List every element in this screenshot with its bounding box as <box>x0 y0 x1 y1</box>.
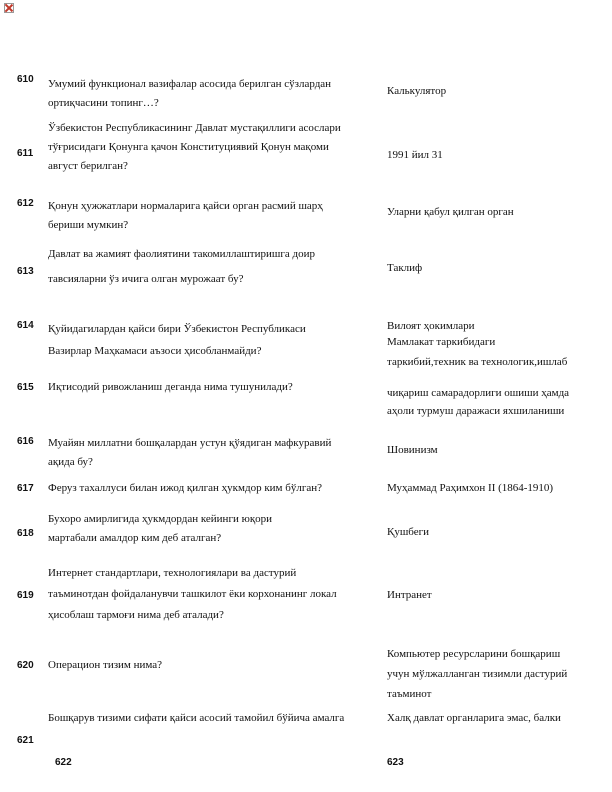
answer-text <box>387 647 567 701</box>
question-line: таъминотдан фойдаланувчи ташкилот ёки корхонанинг локал <box>48 588 337 600</box>
answer-line: Уларни қабул қилган орган <box>387 206 514 218</box>
question-number: 619 <box>17 590 34 601</box>
answer-text <box>387 261 422 275</box>
answer-line: Калькулятор <box>387 85 447 97</box>
answer-line: таъминот <box>387 688 432 700</box>
question-number: 611 <box>17 148 34 159</box>
answer-line: Халқ давлат органларига эмас, балки <box>387 712 561 724</box>
answer-line: Вилоят ҳокимлари <box>387 320 475 332</box>
answer-text <box>387 443 438 457</box>
answer-text <box>387 386 569 418</box>
question-text <box>48 247 315 286</box>
question-text <box>48 77 331 110</box>
question-line: Вазирлар Маҳкамаси аъзоси ҳисобланмайди? <box>48 345 262 357</box>
question-line: Интернет стандартлари, технологиялари ва дастурий <box>48 567 297 579</box>
answer-line: Қушбеги <box>387 526 430 538</box>
answer-text <box>387 319 567 369</box>
question-text <box>48 658 162 672</box>
question-line: Бухоро амирлигида ҳукмдордан кейинги юқори <box>48 513 273 525</box>
question-line: Умумий функционал вазифалар асосида берилган сўзлардан <box>48 78 332 90</box>
question-number: 617 <box>17 483 34 494</box>
question-text <box>48 481 322 495</box>
answer-text <box>387 481 553 495</box>
question-line: ортиқчасини топинг…? <box>48 97 159 109</box>
question-line: тавсияларни ўз ичига олган мурожаат бу? <box>48 273 244 285</box>
question-line: мартабали амалдор ким деб аталган? <box>48 532 222 544</box>
question-line: ақида бу? <box>48 456 93 468</box>
answer-text <box>387 84 446 98</box>
question-line: Феруз тахаллуси билан ижод қилган ҳукмдор ким бўлган? <box>48 482 323 494</box>
answer-text <box>387 205 514 219</box>
page-number-left: 622 <box>55 757 72 768</box>
question-line: Иқтисодий ривожланиш деганда нима тушунилади? <box>48 381 293 393</box>
question-text <box>48 380 293 394</box>
question-text <box>48 322 306 358</box>
question-text <box>48 436 331 469</box>
question-number: 620 <box>17 660 34 671</box>
broken-image-icon <box>4 3 14 13</box>
question-number: 613 <box>17 266 34 277</box>
question-line: Ўзбекистон Республикасининг Давлат мустақиллиги асослари <box>48 122 341 134</box>
question-number: 614 <box>17 320 34 331</box>
question-number: 615 <box>17 382 34 393</box>
question-number: 621 <box>17 735 34 746</box>
question-number: 616 <box>17 436 34 447</box>
answer-text <box>387 525 429 539</box>
question-line: Операцион тизим нима? <box>48 659 163 671</box>
answer-line: Компьютер ресурсларини бошқариш <box>387 648 561 660</box>
question-number: 618 <box>17 528 34 539</box>
answer-line: чиқариш самарадорлиги ошиши ҳамда <box>387 387 570 399</box>
question-line: Муайян миллатни бошқалардан устун қўядиган мафкуравий <box>48 437 332 449</box>
question-line: Қуйидагилардан қайси бири Ўзбекистон Республикаси <box>48 323 306 335</box>
answer-line: Мамлакат таркибидаги <box>387 336 496 348</box>
question-text <box>48 121 341 173</box>
answer-line: 1991 йил 31 <box>387 149 443 161</box>
question-text <box>48 566 337 622</box>
question-line: август берилган? <box>48 160 128 172</box>
answer-line: аҳоли турмуш даражаси яхшиланиши <box>387 405 565 417</box>
question-line: Давлат ва жамият фаолиятини такомиллаштиришга доир <box>48 248 315 260</box>
answer-line: учун мўлжалланган тизимли дастурий <box>387 668 568 680</box>
question-line: ҳисоблаш тармоғи нима деб аталади? <box>48 609 224 621</box>
question-line: Бошқарув тизими сифати қайси асосий тамойил бўйича амалга <box>48 712 345 724</box>
answer-line: Таклиф <box>387 262 423 274</box>
answer-text <box>387 711 561 725</box>
answer-line: Интранет <box>387 589 432 601</box>
question-number: 612 <box>17 198 34 209</box>
question-number: 610 <box>17 74 34 85</box>
answer-line: таркибий,техник ва технологик,ишлаб <box>387 356 568 368</box>
page-number-right: 623 <box>387 757 404 768</box>
question-text <box>48 199 323 232</box>
question-line: тўғрисидаги Қонунга қачон Конституциявий Қонун мақоми <box>48 141 329 153</box>
answer-text <box>387 148 443 162</box>
question-text <box>48 512 272 545</box>
answer-text <box>387 588 432 602</box>
question-line: бериши мумкин? <box>48 219 129 231</box>
answer-line: Муҳаммад Раҳимхон II (1864-1910) <box>387 482 554 494</box>
answer-line: Шовинизм <box>387 444 438 456</box>
question-text <box>48 711 344 725</box>
question-line: Қонун ҳужжатлари нормаларига қайси орган расмий шарҳ <box>48 200 323 212</box>
